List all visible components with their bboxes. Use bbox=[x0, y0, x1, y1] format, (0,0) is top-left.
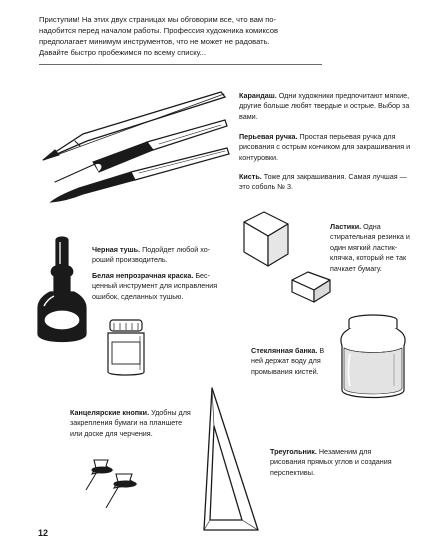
glass-jar-illustration bbox=[336, 312, 410, 402]
jar-caption bbox=[251, 346, 335, 381]
pencil-term: Карандаш. bbox=[239, 91, 277, 100]
triangle-caption bbox=[270, 447, 394, 482]
brush-text: Тоже для закрашивания. Самая лучшая — это соболь № 3. bbox=[239, 172, 407, 192]
page-number: 12 bbox=[38, 528, 49, 538]
brush-term: Кисть. bbox=[239, 172, 262, 181]
ink-caption bbox=[92, 245, 228, 270]
brush-icon bbox=[51, 148, 229, 202]
eraser-caption bbox=[330, 222, 420, 278]
jar-text: В ней держат воду для промывания кистей. bbox=[251, 346, 325, 376]
eraser-block-icon bbox=[244, 212, 288, 266]
set-square-illustration bbox=[198, 384, 264, 534]
triangle-ruler-icon bbox=[204, 388, 258, 530]
pushpins-illustration bbox=[80, 456, 140, 514]
white-paint-text: Бесценный инструмент для исправления ошибок, сделанных тушью. bbox=[92, 271, 218, 301]
paint-jar-icon bbox=[108, 320, 144, 375]
pushpins-text: Удобны для закрепления бумаги на планшете или доске для черчения. bbox=[70, 408, 191, 438]
white-paint-term: Белая непрозрачная краска. bbox=[92, 271, 194, 280]
pushpin-icon bbox=[106, 474, 136, 508]
glass-jar-icon bbox=[341, 315, 405, 398]
pushpins-caption bbox=[70, 408, 192, 443]
pushpin-icon bbox=[86, 460, 112, 490]
pencil-caption bbox=[239, 91, 411, 126]
erasers-illustration bbox=[238, 208, 338, 308]
triangle-text: Незаменим для рисования прямых углов и создания перспективы. bbox=[270, 447, 392, 477]
eraser-text: Одна стирательная резинка и один мягкий ластик-клячка, который не так пачкает бумагу. bbox=[330, 222, 410, 273]
pen-text: Простая перьевая ручка для рисования с острым кончиком для закрашивания и контуровки. bbox=[239, 132, 411, 162]
ink-bottle-illustration bbox=[30, 236, 94, 348]
pushpins-term: Канцелярские кнопки. bbox=[70, 408, 150, 417]
white-paint-caption bbox=[92, 271, 228, 306]
brush-caption bbox=[239, 172, 411, 197]
pen-term: Перьевая ручка. bbox=[239, 132, 298, 141]
triangle-term: Треугольник. bbox=[270, 447, 317, 456]
ink-text: Подойдет любой хороший производитель. bbox=[92, 245, 211, 265]
pencils-pen-brush-illustration bbox=[35, 84, 235, 209]
white-paint-jar-illustration bbox=[104, 318, 148, 378]
intro-paragraph: Приступим! На этих двух страницах мы обговорим все, что вам понадобится перед началом работы. Профессия художника комиксов предполагает минимум инструментов, что не может не радовать. Давайте быстро пробежимся по всему списку... bbox=[39, 15, 279, 57]
kneaded-eraser-icon bbox=[292, 272, 330, 302]
pen-caption bbox=[239, 132, 411, 167]
ink-bottle-icon bbox=[38, 237, 86, 342]
jar-term: Стеклянная банка. bbox=[251, 346, 318, 355]
section-divider bbox=[39, 64, 322, 65]
pencil-text: Одни художники предпочитают мягкие, другие больше любят твердые и острые. Выбор за вами. bbox=[239, 91, 410, 121]
ink-term: Черная тушь. bbox=[92, 245, 141, 254]
eraser-term: Ластики. bbox=[330, 222, 362, 231]
